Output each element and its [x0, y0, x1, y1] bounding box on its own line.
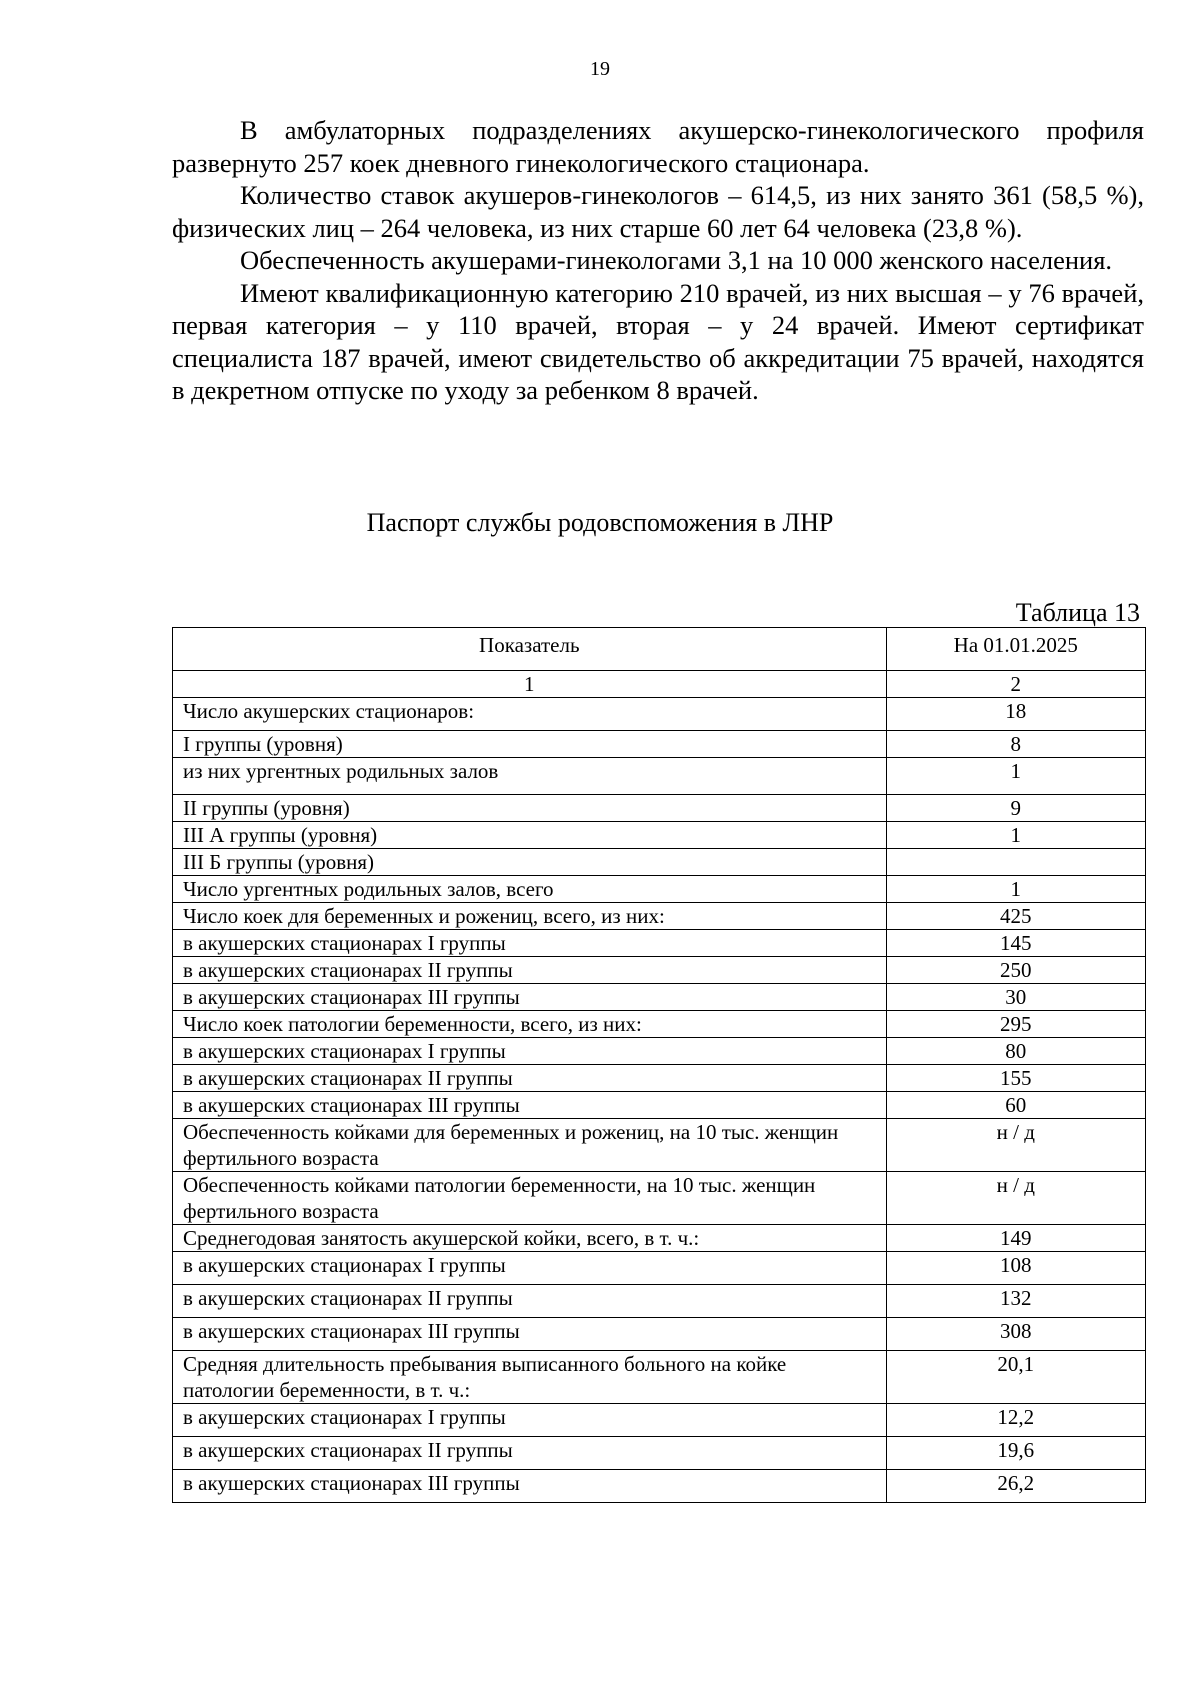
- indicator-cell: III А группы (уровня): [173, 822, 887, 849]
- table-row: [173, 698, 1146, 731]
- value-cell: 60: [886, 1092, 1145, 1119]
- indicator-cell: Число коек для беременных и рожениц, всего, из них:: [173, 903, 887, 930]
- value-cell: 18: [886, 698, 1145, 731]
- value-cell: 8: [886, 731, 1145, 758]
- table-row: [173, 1119, 1146, 1172]
- value-cell: 19,6: [886, 1437, 1145, 1470]
- value-cell: н / д: [886, 1172, 1145, 1225]
- table-row: [173, 795, 1146, 822]
- table-row: [173, 903, 1146, 930]
- paragraph: Обеспеченность акушерами-гинекологами 3,1 на 10 000 женского населения.: [240, 245, 1113, 275]
- paragraph: В амбулаторных подразделениях акушерско-гинекологического профиля развернуто 257 коек дневного гинекологического стационара.: [172, 115, 1144, 178]
- table-label: Таблица 13: [1015, 598, 1140, 627]
- table-row: [173, 1092, 1146, 1119]
- indicator-cell: Обеспеченность койками патологии беременности, на 10 тыс. женщин фертильного возраста: [173, 1172, 887, 1225]
- value-cell: 295: [886, 1011, 1145, 1038]
- value-cell: 425: [886, 903, 1145, 930]
- paragraph: Количество ставок акушеров-гинекологов – 614,5, из них занято 361 (58,5 %), физических лиц – 264 человека, из них старше 60 лет 64 человека (23,8 %).: [172, 180, 1144, 243]
- indicator-cell: II группы (уровня): [173, 795, 887, 822]
- table-row: [173, 1285, 1146, 1318]
- table-row: [173, 984, 1146, 1011]
- value-cell: 12,2: [886, 1404, 1145, 1437]
- table-row: [173, 731, 1146, 758]
- value-cell: 108: [886, 1252, 1145, 1285]
- table-row: [173, 930, 1146, 957]
- value-cell: 1: [886, 822, 1145, 849]
- table-row: [173, 876, 1146, 903]
- table-header-cell: На 01.01.2025: [886, 628, 1145, 671]
- table-row: [173, 1351, 1146, 1404]
- section-title: Паспорт службы родовспоможения в ЛНР: [366, 508, 834, 537]
- table-header-row: [173, 628, 1146, 671]
- indicator-cell: в акушерских стационарах II группы: [173, 1285, 887, 1318]
- data-table: [172, 627, 1146, 1503]
- table-row: [173, 1404, 1146, 1437]
- indicator-cell: в акушерских стационарах II группы: [173, 957, 887, 984]
- indicator-cell: в акушерских стационарах III группы: [173, 984, 887, 1011]
- value-cell: н / д: [886, 1119, 1145, 1172]
- indicator-cell: III Б группы (уровня): [173, 849, 887, 876]
- value-cell: 155: [886, 1065, 1145, 1092]
- value-cell: 30: [886, 984, 1145, 1011]
- value-cell: 1: [886, 876, 1145, 903]
- table-row: [173, 822, 1146, 849]
- value-cell: 20,1: [886, 1351, 1145, 1404]
- body-text: [172, 114, 1144, 407]
- table-row: [173, 1470, 1146, 1503]
- paragraph: Имеют квалификационную категорию 210 врачей, из них высшая – у 76 врачей, первая категория – у 110 врачей, вторая – у 24 врачей. Имеют сертификат специалиста 187 врачей, имеют свидетельство об аккредитации 75 врачей, находятся в декретном отпуске по уходу за ребенком 8 врачей.: [172, 277, 1144, 405]
- value-cell: 1: [886, 758, 1145, 795]
- table-row: [173, 1011, 1146, 1038]
- indicator-cell: в акушерских стационарах I группы: [173, 930, 887, 957]
- table-row: [173, 957, 1146, 984]
- indicator-cell: в акушерских стационарах II группы: [173, 1065, 887, 1092]
- value-cell: 250: [886, 957, 1145, 984]
- indicator-cell: в акушерских стационарах I группы: [173, 1038, 887, 1065]
- indicator-cell: Среднегодовая занятость акушерской койки, всего, в т. ч.:: [173, 1225, 887, 1252]
- indicator-cell: Обеспеченность койками для беременных и рожениц, на 10 тыс. женщин фертильного возраста: [173, 1119, 887, 1172]
- indicator-cell: Число коек патологии беременности, всего, из них:: [173, 1011, 887, 1038]
- indicator-cell: в акушерских стационарах III группы: [173, 1470, 887, 1503]
- indicator-cell: в акушерских стационарах I группы: [173, 1404, 887, 1437]
- value-cell: 132: [886, 1285, 1145, 1318]
- indicator-cell: в акушерских стационарах III группы: [173, 1318, 887, 1351]
- table-header-cell: Показатель: [173, 628, 887, 671]
- value-cell: 80: [886, 1038, 1145, 1065]
- indicator-cell: в акушерских стационарах I группы: [173, 1252, 887, 1285]
- value-cell: 149: [886, 1225, 1145, 1252]
- table-column-number-row: [173, 671, 1146, 698]
- indicator-cell: из них ургентных родильных залов: [173, 758, 887, 795]
- value-cell: 308: [886, 1318, 1145, 1351]
- indicator-cell: Число акушерских стационаров:: [173, 698, 887, 731]
- indicator-cell: Средняя длительность пребывания выписанного больного на койке патологии беременности, в т. ч.:: [173, 1351, 887, 1404]
- indicator-cell: I группы (уровня): [173, 731, 887, 758]
- indicator-cell: Число ургентных родильных залов, всего: [173, 876, 887, 903]
- column-number-cell: 1: [173, 671, 887, 698]
- indicator-cell: в акушерских стационарах II группы: [173, 1437, 887, 1470]
- value-cell: 145: [886, 930, 1145, 957]
- value-cell: 26,2: [886, 1470, 1145, 1503]
- table-row: [173, 1318, 1146, 1351]
- page-number: 19: [590, 58, 610, 80]
- table-row: [173, 1172, 1146, 1225]
- indicator-cell: в акушерских стационарах III группы: [173, 1092, 887, 1119]
- table-row: [173, 1065, 1146, 1092]
- value-cell: [886, 849, 1145, 876]
- table-row: [173, 1437, 1146, 1470]
- table-row: [173, 1038, 1146, 1065]
- table-row: [173, 849, 1146, 876]
- column-number-cell: 2: [886, 671, 1145, 698]
- table-row: [173, 1225, 1146, 1252]
- table-row: [173, 758, 1146, 795]
- value-cell: 9: [886, 795, 1145, 822]
- table-row: [173, 1252, 1146, 1285]
